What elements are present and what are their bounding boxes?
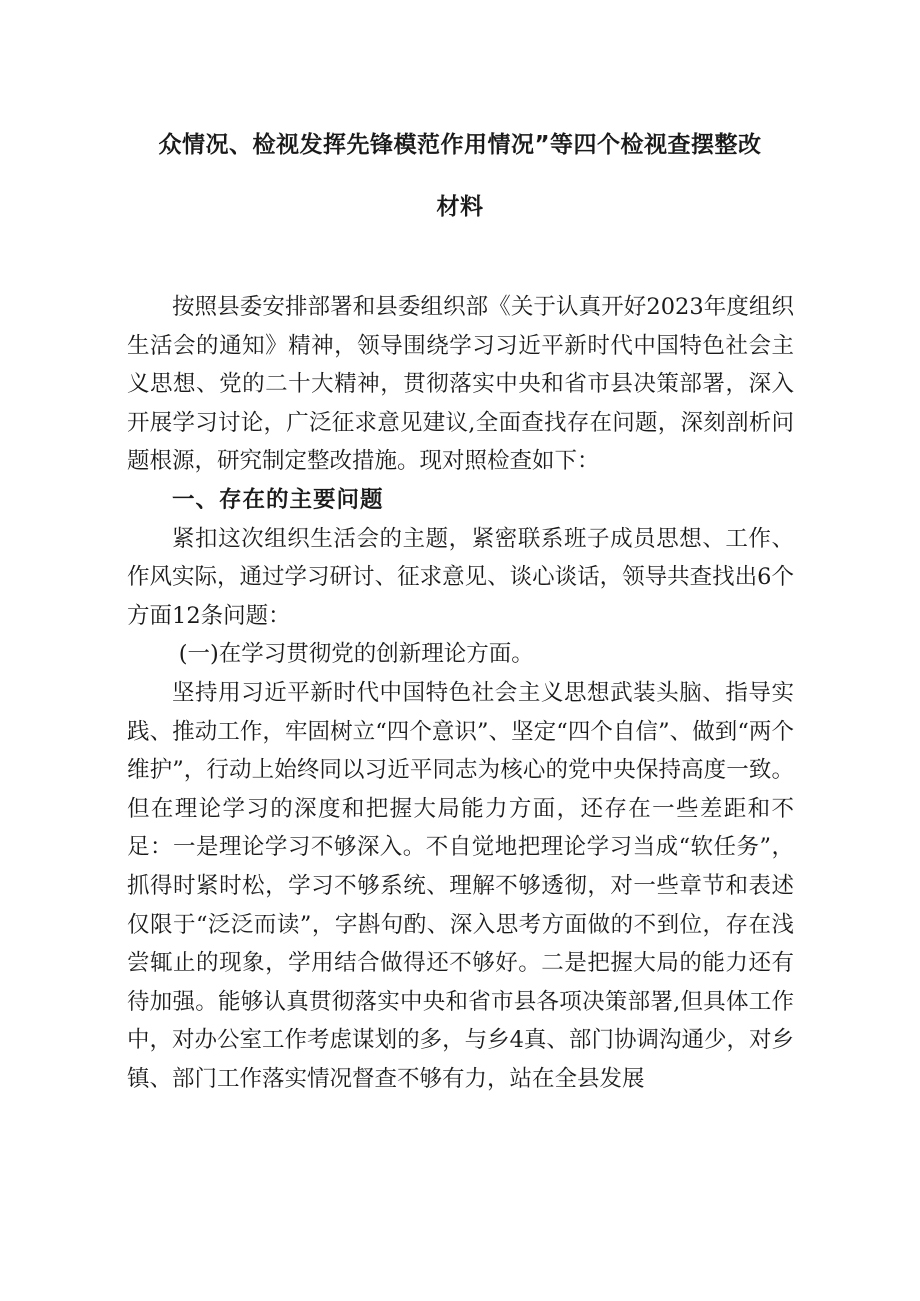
intro-paragraph: 按照县委安排部署和县委组织部《关于认真开好2023年度组织生活会的通知》精神，领导围绕学习习近平新时代中国特色社会主义思想、党的二十大精神，贯彻落实中央和省市县决策部署，深入开展学习讨论，广泛征求意见建议,全面查找存在问题，深刻剖析问题根源，研究制定整改措施。现对照检查如下： [127,294,794,475]
document-title-line-2: 材料 [436,194,484,220]
subsection-heading: (一)在学习贯彻党的创新理论方面。 [178,641,534,668]
document-body [127,288,794,1098]
section-heading: 一、存在的主要问题 [172,486,384,513]
document-title-line-1: 众情况、检视发挥先锋模范作用情况”等四个检视查摆整改 [158,132,762,158]
section-paragraph: 紧扣这次组织生活会的主题，紧密联系班子成员思想、工作、作风实际，通过学习研讨、征求意见、谈心谈话，领导共查找出6个方面12条问题： [127,525,794,629]
subsection-paragraph: 坚持用习近平新时代中国特色社会主义思想武装头脑、指导实践、推动工作，牢固树立“四个意识”、坚定“四个自信”、做到“两个维护”，行动上始终同以习近平同志为核心的党中央保持高度一致。但在理论学习的深度和把握大局能力方面，还存在一些差距和不足：一是理论学习不够深入。不自觉地把理论学习当成“软任务”，抓得时紧时松，学习不够系统、理解不够透彻，对一些章节和表述仅限于“泛泛而读”，字斟句酌、深入思考方面做的不到位，存在浅尝辄止的现象，学用结合做得还不够好。二是把握大局的能力还有待加强。能够认真贯彻落实中央和省市县各项决策部署,但具体工作中，对办公室工作考虑谋划的多，与乡4真、部门协调沟通少，对乡镇、部门工作落实情况督查不够有力，站在全县发展 [127,679,794,1092]
